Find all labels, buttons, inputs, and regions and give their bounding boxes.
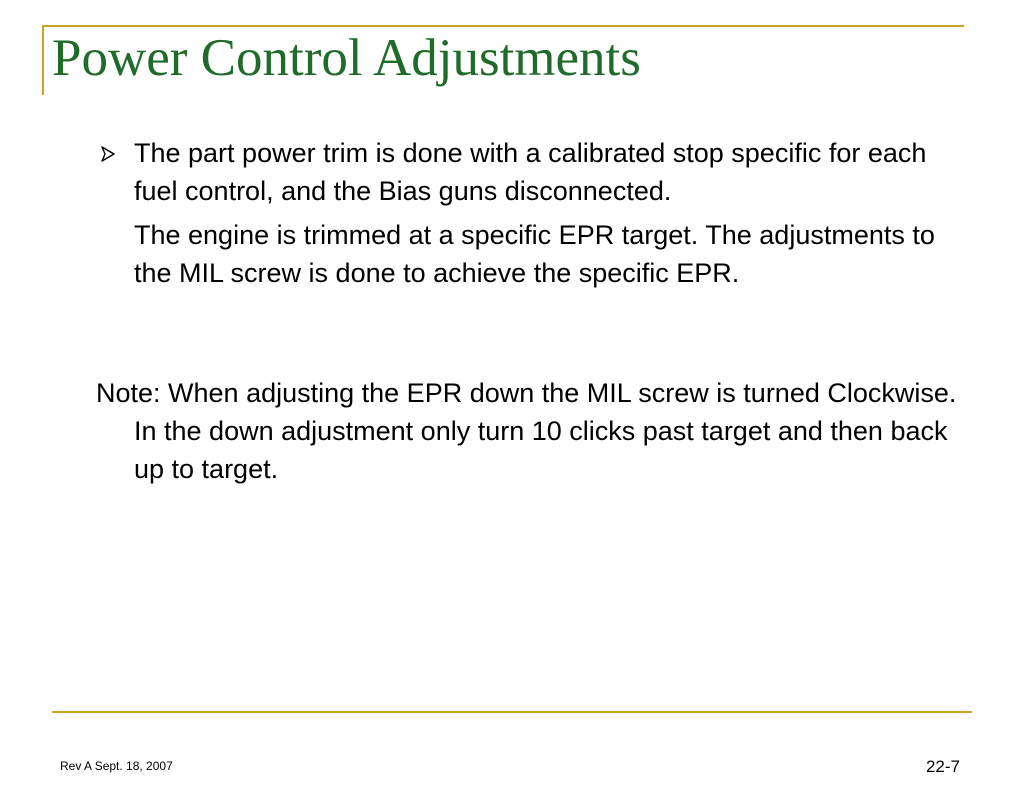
slide-body	[96, 134, 976, 488]
note-paragraph: Note: When adjusting the EPR down the MIL screw is turned Clockwise. In the down adjustment only turn 10 clicks past target and then back up to target.	[96, 378, 957, 484]
bullet-paragraph-2: The engine is trimmed at a specific EPR target. The adjustments to the MIL screw is done to achieve the specific EPR.	[134, 220, 935, 288]
title-frame-left-line	[42, 25, 44, 95]
footer-revision: Rev A Sept. 18, 2007	[60, 759, 173, 773]
footer-rule	[52, 711, 972, 713]
slide-title: Power Control Adjustments	[52, 29, 641, 87]
bullet-paragraph-1: The part power trim is done with a calibrated stop specific for each fuel control, and the Bias guns disconnected.	[134, 138, 927, 206]
bullet-item	[96, 134, 976, 292]
footer-page-number: 22-7	[925, 757, 960, 776]
arrow-bullet-icon	[100, 146, 116, 162]
